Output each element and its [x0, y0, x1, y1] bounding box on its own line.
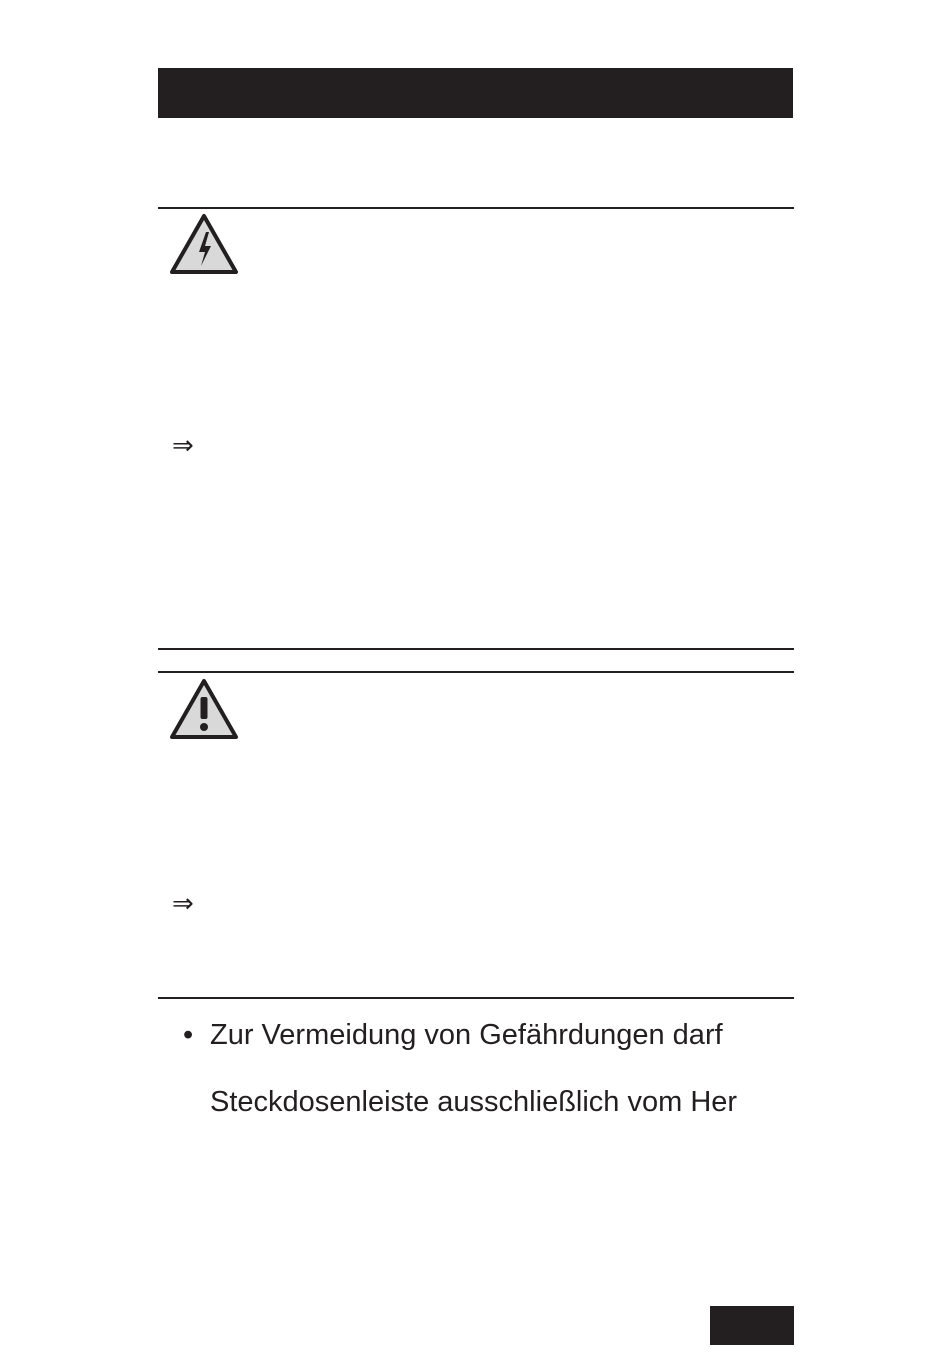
bullet: •: [183, 1019, 194, 1051]
page-number-tab: [710, 1306, 794, 1345]
body-text-line-1: Zur Vermeidung von Gefährdungen darf: [210, 1019, 723, 1051]
section-rule-1: [158, 648, 794, 650]
body-text-line-2: Steckdosenleiste ausschließlich vom Her: [210, 1086, 738, 1118]
section-rule-bottom: [158, 997, 794, 999]
section-rule-2: [158, 671, 794, 673]
section-rule-top: [158, 207, 794, 209]
exclamation-warning-icon: [168, 677, 240, 741]
high-voltage-warning-icon: [168, 212, 240, 276]
header-bar: [158, 68, 793, 118]
double-right-arrow-icon: ⇒: [172, 431, 194, 461]
double-right-arrow-icon: ⇒: [172, 889, 194, 919]
